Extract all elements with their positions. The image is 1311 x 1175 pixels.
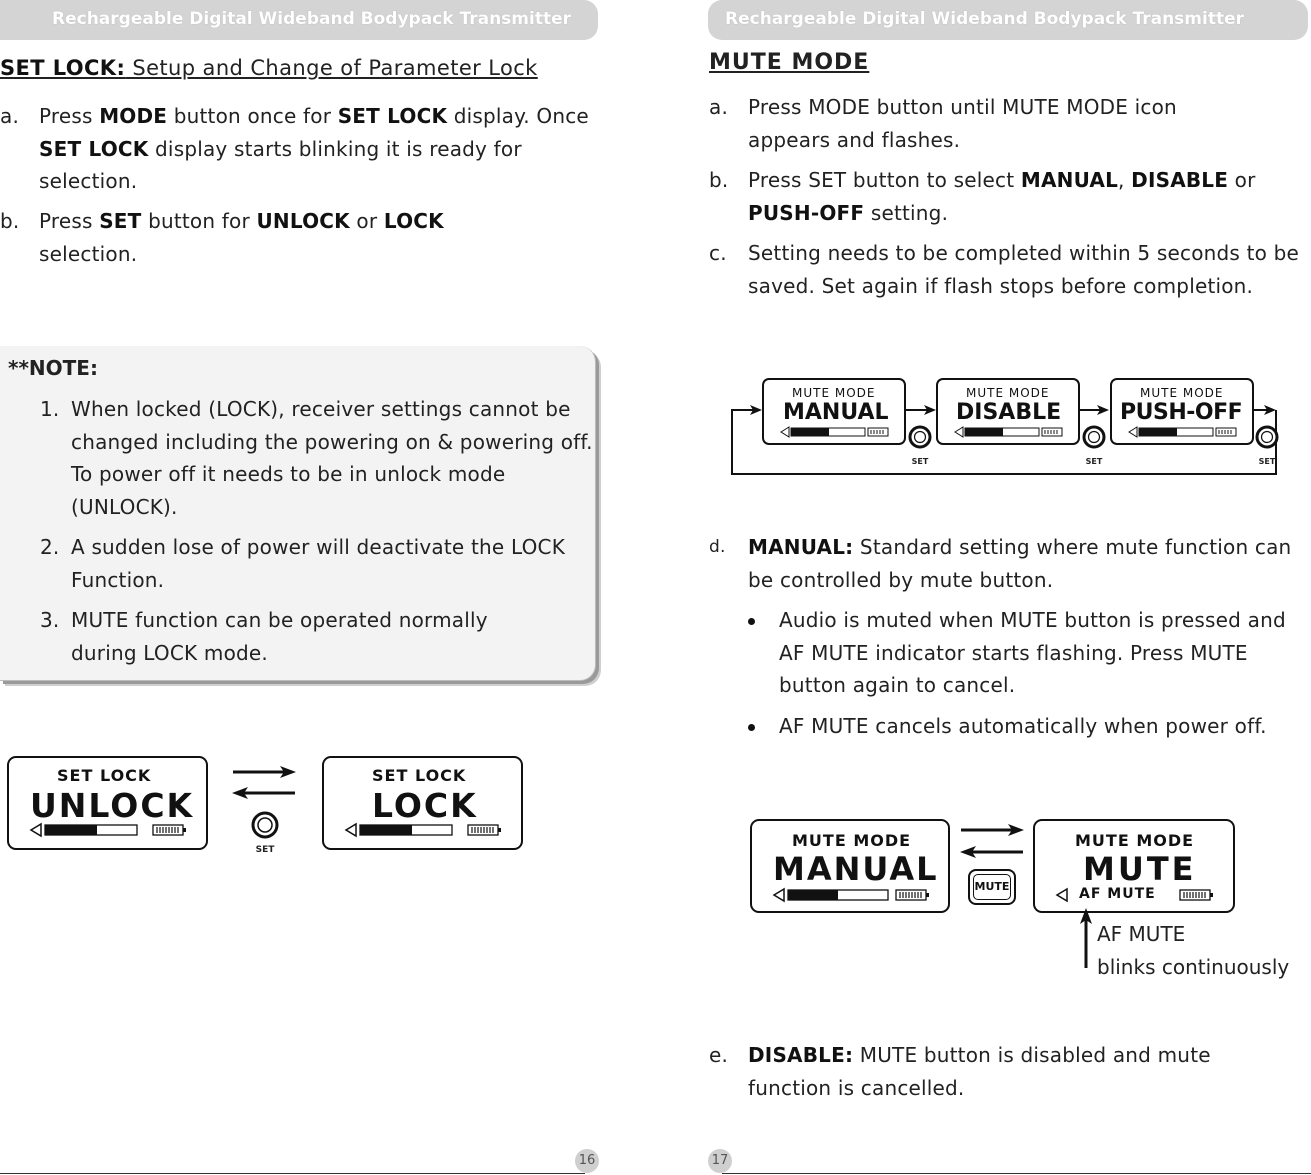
lcd-level-bar [954,426,1066,438]
af-mute-caption-1: AF MUTE [1097,922,1186,946]
mute-button-icon [968,869,1016,905]
set-button-label: SET [255,845,275,855]
mute-button-label: MUTE [973,874,1011,900]
battery-icon [1179,887,1215,903]
lcd-level-bar [344,822,504,838]
page-number-left: 16 [575,1149,599,1173]
right-step-a: a. Press MODE button until MUTE MODE icon appears and flashes. [709,95,1177,152]
set-button-icon [250,810,280,840]
bullet-1: Audio is muted when MUTE button is pressed and AF MUTE indicator starts flashing. Press MUTE button again to cancel. [748,604,1303,702]
lcd-lock: SET LOCK LOCK [322,756,523,850]
right-step-c: c. Setting needs to be completed within 5 seconds to be saved. Set again if flash stops before completion. [709,241,1300,298]
lcd-mute-manual: MUTE MODE MANUAL [750,819,950,913]
bullet-2: AF MUTE cancels automatically when power off. [748,710,1303,743]
header-left: Rechargeable Digital Wideband Bodypack Transmitter [0,0,598,40]
af-mute-caption-2: blinks continuously [1097,955,1290,979]
left-step-b: b. Press SET button for UNLOCK or LOCK selection. [0,209,444,266]
footer-line-right [722,1173,1311,1174]
lcd-manual: MUTE MODE MANUAL [762,378,906,445]
note-item-3: 3. MUTE function can be operated normally during LOCK mode. [40,608,488,665]
left-section-title: SET LOCK: Setup and Change of Parameter Lock [0,56,538,80]
set-button-icon [1257,427,1277,447]
note-item-2: 2. A sudden lose of power will deactivate the LOCK Function. [40,535,566,592]
note-title: **NOTE: [8,356,98,380]
af-mute-indicator: AF MUTE [1079,886,1156,902]
page-number-right: 17 [708,1149,732,1173]
cycle-set-label-3: SET [1258,457,1276,466]
right-section-title: MUTE MODE [709,50,870,75]
lcd-mute: MUTE MODE MUTE AF MUTE [1033,819,1235,913]
left-step-a: a. Press MODE button once for SET LOCK display. Once SET LOCK display starts blinking it is ready for selection. [0,104,589,193]
lcd-disable: MUTE MODE DISABLE [936,378,1080,445]
cycle-set-label-2: SET [1085,457,1103,466]
header-right: Rechargeable Digital Wideband Bodypack Transmitter [708,0,1308,40]
set-button-icon [910,427,930,447]
lcd-level-bar [772,887,932,903]
lcd-level-bar [1128,426,1240,438]
toggle-arrows [228,760,300,802]
set-button-icon [1084,427,1104,447]
right-step-d: d. MANUAL: Standard setting where mute function can be controlled by mute button. [709,535,1292,592]
cycle-set-label-1: SET [911,457,929,466]
lcd-push-off: MUTE MODE PUSH-OFF [1110,378,1254,445]
footer-line-left [0,1173,585,1174]
speaker-icon [1055,887,1069,903]
lcd-unlock: SET LOCK UNLOCK [7,756,208,850]
right-step-e: e. DISABLE: MUTE button is disabled and mute function is cancelled. [709,1043,1211,1100]
indicator-arrow [1079,906,1093,970]
right-step-b: b. Press SET button to select MANUAL, DISABLE or PUSH-OFF setting. [709,168,1256,225]
note-item-1: 1. When locked (LOCK), receiver settings cannot be changed including the powering on & powering off. To power off it needs to be in unlock mode (UNLOCK). [40,397,593,519]
lcd-level-bar [29,822,189,838]
lcd-level-bar [780,426,892,438]
toggle-arrows [956,822,1028,860]
